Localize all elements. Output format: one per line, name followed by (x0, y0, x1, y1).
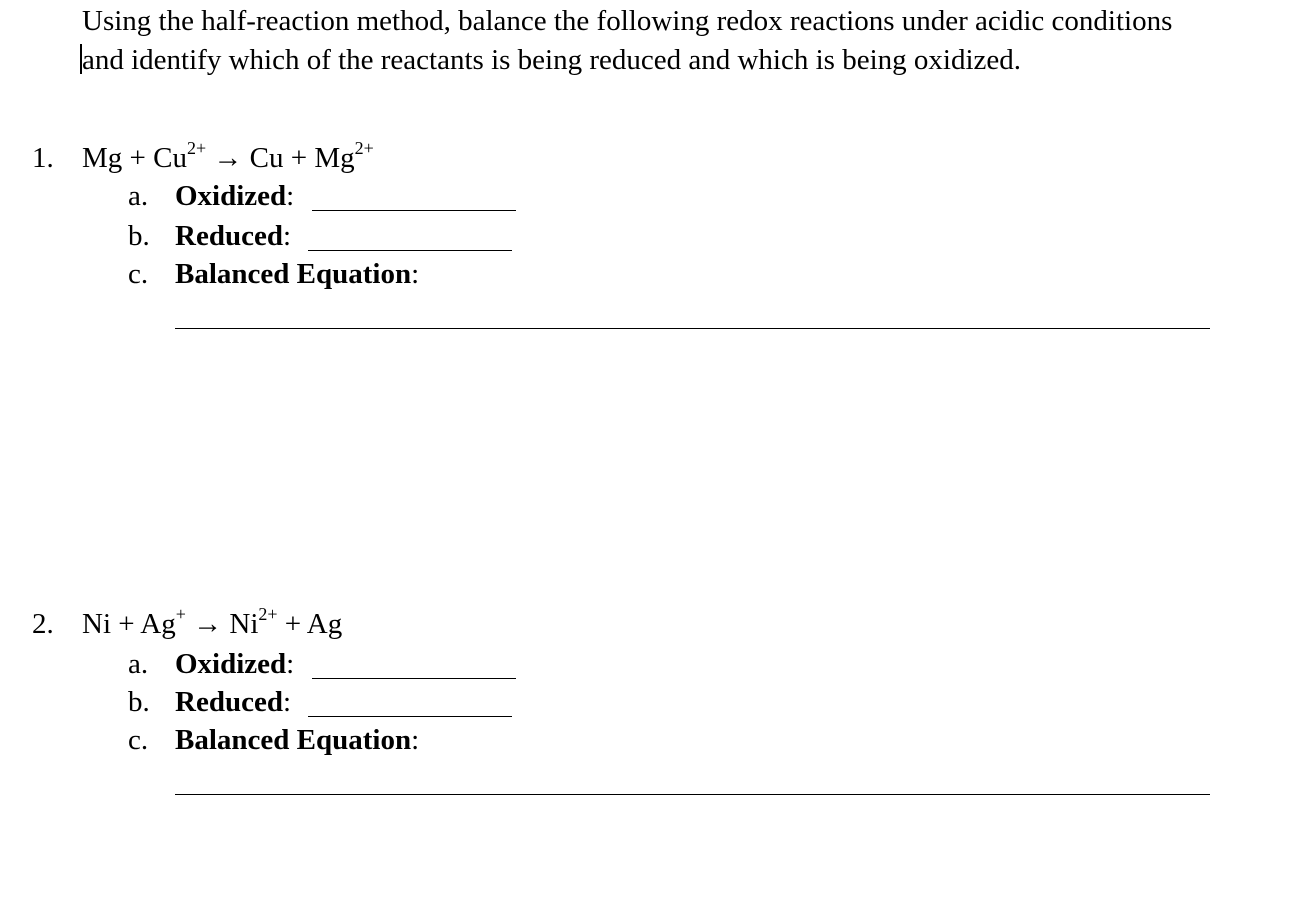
balanced-equation-answer-blank[interactable] (175, 794, 1210, 795)
arrow-icon: → (213, 142, 243, 174)
arrow-icon: → (193, 608, 223, 640)
text-cursor (80, 44, 82, 74)
balanced-equation-label: Balanced Equation: (175, 258, 420, 290)
balanced-equation-answer-blank[interactable] (175, 328, 1210, 329)
part-c-letter: c. (128, 258, 149, 290)
reaction-equation: $Mg + Cu^{2+} \to Cu + Mg^{2+}$ (82, 138, 374, 174)
instructions-paragraph: Using the half-reaction method, balance the following redox reactions under acidic conditions and identify which of the reactants is being reduced and which is being oxidized. (82, 5, 1173, 76)
question-number: 1. (32, 142, 54, 174)
reduced-answer-blank[interactable] (308, 716, 512, 717)
part-c-letter: c. (128, 724, 149, 756)
oxidized-label: Oxidized: (175, 648, 295, 680)
part-b-letter: b. (128, 686, 150, 718)
question-number: 2. (32, 608, 54, 640)
part-a-letter: a. (128, 648, 149, 680)
oxidized-label: Oxidized: (175, 180, 295, 212)
oxidized-answer-blank[interactable] (312, 210, 516, 211)
part-b-letter: b. (128, 220, 150, 252)
oxidized-answer-blank[interactable] (312, 678, 516, 679)
reduced-label: Reduced: (175, 686, 292, 718)
reaction-equation: $Ni + Ag^+ \to Ni^{2+} + Ag$ (82, 604, 343, 640)
reduced-answer-blank[interactable] (308, 250, 512, 251)
reduced-label: Reduced: (175, 220, 292, 252)
balanced-equation-label: Balanced Equation: (175, 724, 420, 756)
part-a-letter: a. (128, 180, 149, 212)
